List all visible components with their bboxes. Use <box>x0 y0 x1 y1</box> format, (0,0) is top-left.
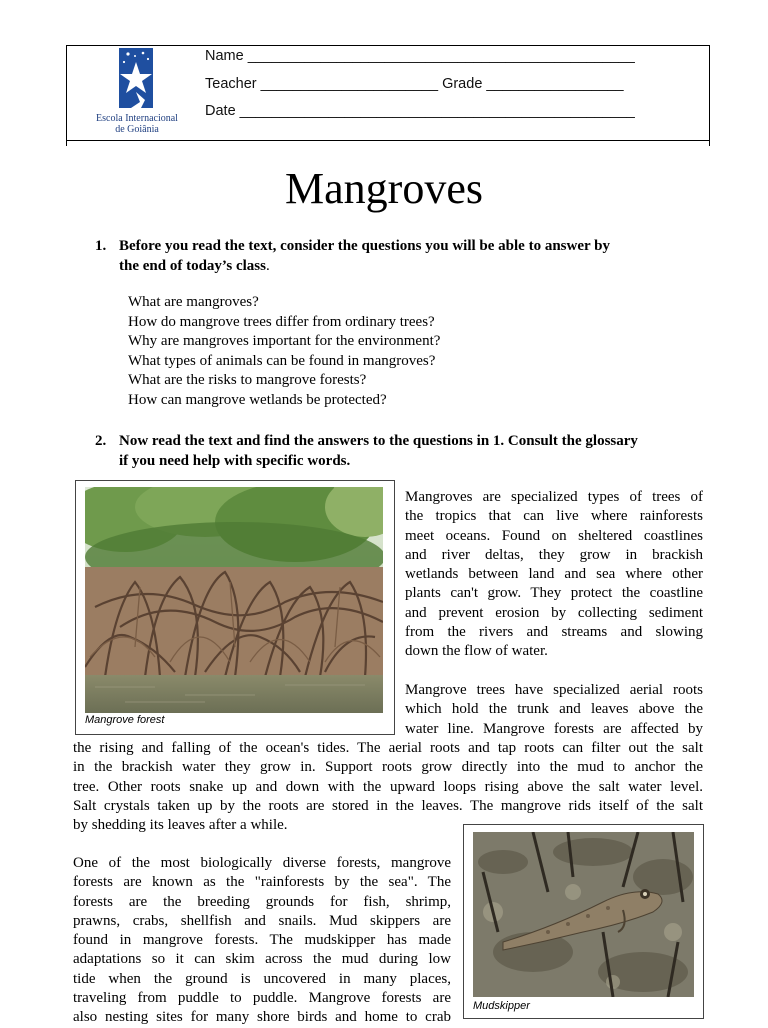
paragraph-line: Mangroves are specialized types of trees of <box>405 489 703 505</box>
date-blank[interactable]: _________________________________________________ <box>239 103 635 119</box>
paragraph-line: Salt crystals taken up by the roots are stored in the leaves. The mangrove rids itself of the salt <box>73 797 703 814</box>
paragraph-line: tree. Other roots snake up and down with the upward loops rising above the salt water level. <box>73 778 703 795</box>
teacher-label: Teacher <box>205 76 257 92</box>
paragraph-line: forests are known as the "rainforests by the sea". The <box>73 874 451 891</box>
paragraph-line: meet oceans. Found on sheltered coastlines <box>405 527 703 544</box>
question-1-line1: Before you read the text, consider the questions you will be able to answer by <box>119 238 610 254</box>
question-2-number: 2. <box>95 433 107 449</box>
paragraph-line: found in mangrove forests. The mudskipper has made <box>73 932 451 949</box>
paragraph-line: wetlands between land and sea where other <box>405 566 703 583</box>
paragraph-2-full <box>73 739 703 835</box>
prompt-question: How do mangrove trees differ from ordinary trees? <box>128 313 435 330</box>
prompt-question: What are mangroves? <box>128 294 259 310</box>
question-1-text <box>119 236 709 276</box>
paragraph-line: also nesting sites for many shore birds and home to crab <box>73 1009 451 1026</box>
paragraph-line: tide when the ground is uncovered in many places, <box>73 970 451 987</box>
date-field[interactable] <box>205 103 635 119</box>
paragraph-line: Mangrove trees have specialized aerial roots <box>405 682 703 698</box>
prompt-question: What are the risks to mangrove forests? <box>128 372 367 388</box>
paragraph-line: down the flow of water. <box>405 643 548 660</box>
date-label: Date <box>205 103 236 119</box>
paragraph-1 <box>405 488 703 662</box>
prompt-question: How can mangrove wetlands be protected? <box>128 391 387 408</box>
school-logo <box>77 46 197 142</box>
paragraph-line: plants can't grow. They protect the coastline <box>405 585 703 602</box>
star-logo-icon <box>119 48 153 108</box>
question-2-text <box>119 431 709 471</box>
prompt-question: Why are mangroves important for the environment? <box>128 333 441 349</box>
mudskipper-photo <box>473 832 694 997</box>
paragraph-line: forests are the breeding grounds for fish, shrimp, <box>73 893 451 910</box>
paragraph-line: and prevent erosion by collecting sediment <box>405 604 703 621</box>
question-2-line1: Now read the text and find the answers to the questions in 1. Consult the glossary <box>119 433 638 449</box>
paragraph-line: in the brackish water they grow in. Support roots grow directly into the mud to anchor the <box>73 759 703 776</box>
question-2-line2: if you need help with specific words. <box>119 453 351 469</box>
paragraph-2-side <box>405 681 703 739</box>
student-info-box <box>66 45 710 141</box>
teacher-blank[interactable]: ______________________ <box>260 76 439 92</box>
prompt-question-list <box>128 293 440 410</box>
name-label: Name <box>205 48 244 64</box>
question-1-line2: the end of today’s class <box>119 258 266 274</box>
paragraph-line: which hold the trunk and leaves above the <box>405 701 703 718</box>
page-title: Mangroves <box>285 164 483 213</box>
paragraph-line: water line. Mangrove forests are affected by <box>405 720 703 737</box>
paragraph-3 <box>73 854 451 1028</box>
name-field[interactable] <box>205 48 635 64</box>
school-name-line1: Escola Internacional <box>96 113 178 124</box>
paragraph-line: One of the most biologically diverse forests, mangrove <box>73 855 451 871</box>
mudskipper-figure <box>463 824 704 1019</box>
mangrove-forest-photo <box>85 487 383 713</box>
question-1-period: . <box>265 258 270 274</box>
box-corner-right <box>709 140 710 146</box>
box-corner-left <box>66 140 67 146</box>
school-name-line2: de Goiânia <box>115 124 159 135</box>
mudskipper-caption: Mudskipper <box>473 1000 530 1012</box>
paragraph-line: the rising and falling of the ocean's tides. The aerial roots and tap roots can filter out the salt <box>73 740 703 756</box>
teacher-field[interactable] <box>205 76 624 92</box>
paragraph-line: from the rivers and streams and slowing <box>405 624 703 641</box>
question-2 <box>0 431 768 471</box>
name-blank[interactable]: ________________________________________________ <box>247 48 635 64</box>
paragraph-line: prawns, crabs, shellfish and snails. Mud skippers are <box>73 912 451 929</box>
paragraph-line: adaptations so it can skim across the mud during low <box>73 951 451 968</box>
prompt-question: What types of animals can be found in mangroves? <box>128 352 436 369</box>
grade-label: Grade <box>442 76 483 92</box>
mangrove-forest-figure <box>75 480 395 735</box>
paragraph-line: and river deltas, they grow in brackish <box>405 546 703 563</box>
forest-caption: Mangrove forest <box>85 714 165 726</box>
grade-blank[interactable]: _________________ <box>486 76 624 92</box>
question-1 <box>0 236 768 276</box>
question-1-number: 1. <box>95 238 107 254</box>
paragraph-line: the tropics that can live where rainforests <box>405 508 703 525</box>
paragraph-line: by shedding its leaves after a while. <box>73 817 288 834</box>
paragraph-line: traveling from puddle to puddle. Mangrove forests are <box>73 990 451 1007</box>
